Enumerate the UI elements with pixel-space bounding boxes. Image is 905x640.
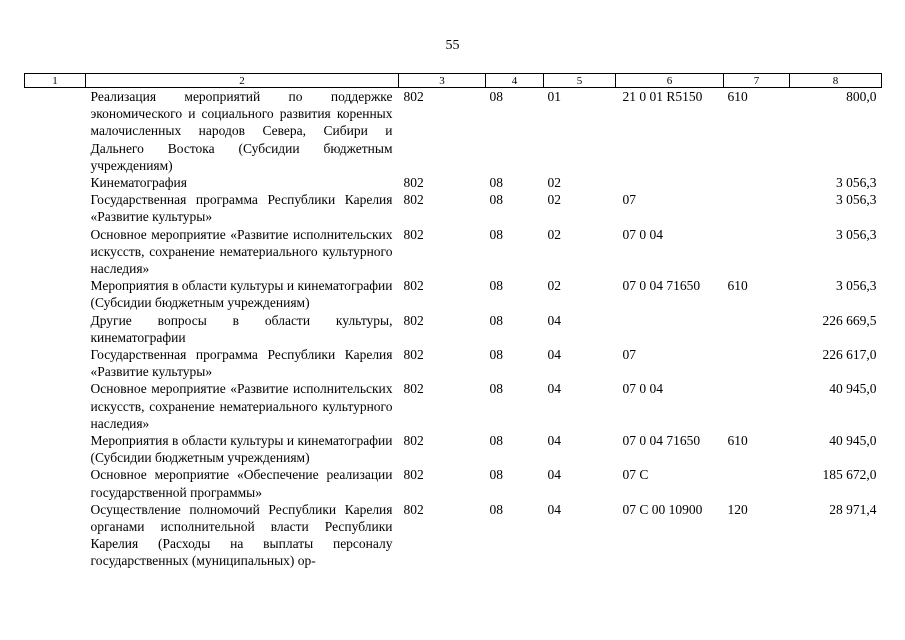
table-row [25,312,882,346]
row-ministry-code: 802 [403,347,424,363]
row-name: Государственная программа Республики Карелия «Развитие культуры» [90,347,393,380]
row-target-item-code: 07 0 04 71650 [622,433,701,449]
row-name: Мероприятия в области культуры и кинематографии (Субсидии бюджетным учреждениям) [90,278,393,311]
row-number-cell [25,191,86,225]
column-header: 5 [544,74,616,88]
row-expense-type-code: 610 [727,433,748,449]
row-section-code: 08 [489,433,503,449]
row-name: Государственная программа Республики Карелия «Развитие культуры» [90,192,393,225]
row-section-code: 08 [489,347,503,363]
row-name: Реализация мероприятий по поддержке экономического и социального развития коренных малочисленных народов Севера, Сибири и Дальнего Востока (Субсидии бюджетным учреждениям) [90,89,393,173]
column-header: 2 [86,74,399,88]
row-target-item-code: 07 0 04 71650 [622,278,701,294]
column-header: 7 [724,74,790,88]
row-number-cell [25,346,86,380]
row-number-cell [25,226,86,278]
row-name: Осуществление полномочий Республики Карелия органами исполнительной власти Республики Карелия (Расходы на выплаты персоналу государственных (муниципальных) ор- [90,501,393,569]
row-amount: 185 672,0 [822,467,877,483]
row-amount: 3 056,3 [836,192,877,208]
row-expense-type-code [724,312,790,346]
table-row [25,466,882,500]
row-number-cell [25,277,86,311]
row-expense-type-code [724,466,790,500]
row-target-item-code: 21 0 01 R5150 [622,89,703,104]
budget-table [24,73,882,570]
row-expense-type-code [724,174,790,191]
row-subsection-code: 02 [547,278,561,294]
row-target-item-code: 07 [622,192,636,208]
row-expense-type-code [724,346,790,380]
row-amount: 3 056,3 [836,278,877,294]
row-expense-type-code [724,191,790,225]
row-section-code: 08 [489,175,503,191]
row-name: Мероприятия в области культуры и кинематографии (Субсидии бюджетным учреждениям) [90,433,393,466]
row-number-cell [25,174,86,191]
table-row [25,191,882,225]
row-number-cell [25,88,86,175]
row-section-code: 08 [489,312,503,328]
row-subsection-code: 02 [547,192,561,208]
row-name: Другие вопросы в области культуры, кинематографии [90,312,393,345]
row-amount: 800,0 [846,89,877,104]
row-target-item-code: 07 0 04 [622,381,663,397]
column-header: 6 [616,74,724,88]
table-row [25,501,882,570]
row-ministry-code: 802 [403,433,424,449]
row-target-item-code: 07 С [622,467,649,483]
row-amount: 226 669,5 [822,312,877,328]
row-expense-type-code [724,380,790,432]
table-row [25,226,882,278]
row-section-code: 08 [489,192,503,208]
row-section-code: 08 [489,501,503,517]
row-amount: 40 945,0 [829,433,877,449]
column-header: 3 [399,74,486,88]
row-subsection-code: 02 [547,226,561,242]
row-expense-type-code: 610 [727,278,748,294]
table-row [25,346,882,380]
row-number-cell [25,380,86,432]
row-subsection-code: 04 [547,467,561,483]
row-ministry-code: 802 [403,192,424,208]
row-amount: 40 945,0 [829,381,877,397]
row-target-item-code [616,312,724,346]
row-name: Основное мероприятие «Развитие исполнительских искусств, сохранение нематериального культурного наследия» [90,226,393,277]
row-subsection-code: 02 [547,175,561,191]
row-name: Основное мероприятие «Развитие исполнительских искусств, сохранение нематериального культурного наследия» [90,381,393,431]
row-number-cell [25,466,86,500]
table-row [25,277,882,311]
row-expense-type-code [724,226,790,278]
row-expense-type-code: 610 [727,89,748,104]
row-section-code: 08 [489,467,503,483]
column-header: 4 [486,74,544,88]
row-subsection-code: 01 [547,89,561,104]
page-number: 55 [445,38,460,53]
row-target-item-code: 07 [622,347,636,363]
table-row [25,432,882,466]
row-ministry-code: 802 [403,278,424,294]
table-row [25,88,882,175]
row-subsection-code: 04 [547,433,561,449]
table-row [25,380,882,432]
row-section-code: 08 [489,226,503,242]
row-number-cell [25,501,86,570]
row-ministry-code: 802 [403,89,424,104]
row-ministry-code: 802 [403,501,424,517]
row-number-cell [25,432,86,466]
row-ministry-code: 802 [403,226,424,242]
row-subsection-code: 04 [547,381,561,397]
column-header: 1 [25,74,86,88]
row-section-code: 08 [489,381,503,397]
row-amount: 28 971,4 [829,501,877,517]
row-expense-type-code: 120 [727,501,748,517]
row-name: Основное мероприятие «Обеспечение реализации государственной программы» [90,467,393,500]
row-target-item-code: 07 С 00 10900 [622,501,703,517]
column-header: 8 [790,74,882,88]
row-target-item-code: 07 0 04 [622,226,663,242]
row-number-cell [25,312,86,346]
header-row [25,74,882,88]
row-subsection-code: 04 [547,347,561,363]
row-section-code: 08 [489,89,503,104]
row-amount: 3 056,3 [836,226,877,242]
row-subsection-code: 04 [547,501,561,517]
row-amount: 226 617,0 [822,347,877,363]
row-section-code: 08 [489,278,503,294]
row-subsection-code: 04 [547,312,561,328]
row-amount: 3 056,3 [836,175,877,191]
row-target-item-code [616,174,724,191]
row-ministry-code: 802 [403,312,424,328]
table-row [25,174,882,191]
row-ministry-code: 802 [403,467,424,483]
row-ministry-code: 802 [403,175,424,191]
row-ministry-code: 802 [403,381,424,397]
row-name: Кинематография [90,175,187,191]
